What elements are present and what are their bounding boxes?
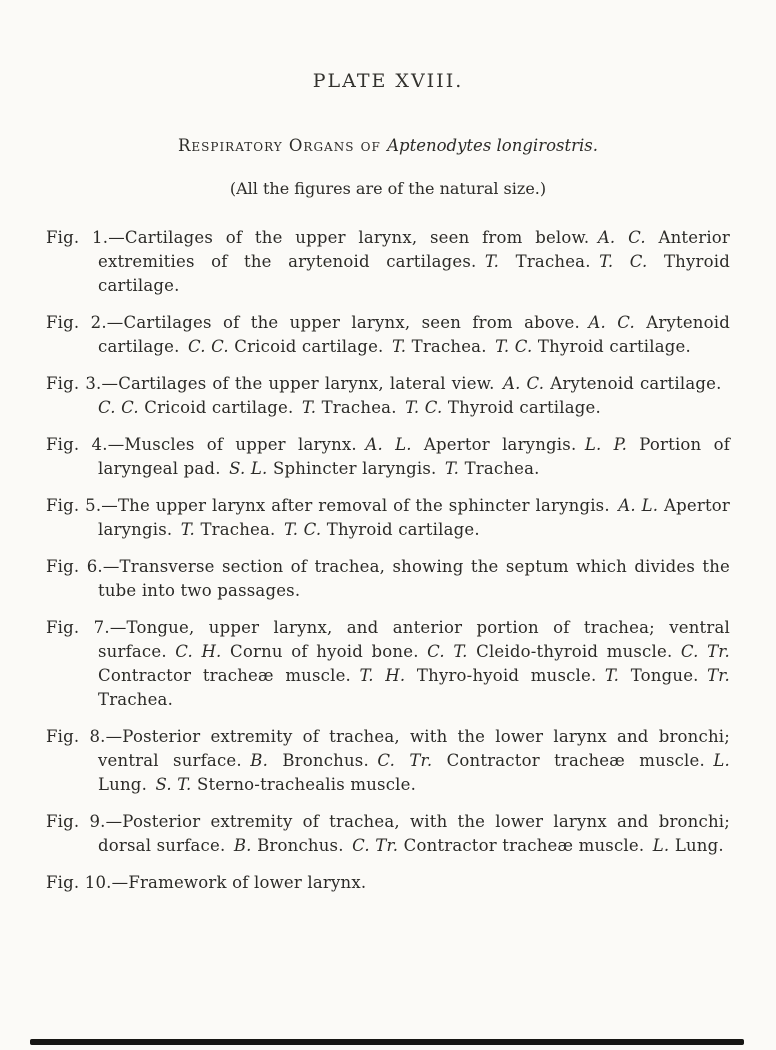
figure-label: Fig. 2. — [46, 313, 107, 332]
caption-text: Cricoid cartilage. — [138, 398, 302, 417]
page-content — [0, 70, 776, 895]
caption-text: Apertor laryngis. — [411, 435, 585, 454]
anatomy-abbreviation: T. — [301, 398, 317, 417]
plate-title: PLATE XVIII. — [312, 70, 464, 92]
caption-text: Arytenoid cartilage. — [544, 374, 730, 393]
caption-text: Trachea. — [499, 252, 600, 271]
figure-label: Fig. 5. — [46, 496, 102, 515]
figure-caption — [98, 557, 730, 600]
caption-text: Lung. — [669, 836, 724, 855]
caption-text: —The upper larynx after removal of the sphincter laryngis. — [101, 496, 619, 515]
figure-entry-7 — [46, 616, 730, 712]
caption-text: Contractor tracheæ muscle. — [398, 836, 653, 855]
anatomy-abbreviation: T. C. — [495, 337, 533, 356]
subtitle-text: Respiratory Organs of — [177, 136, 388, 155]
caption-text: Cricoid cartilage. — [228, 337, 392, 356]
anatomy-abbreviation: S. L. — [229, 459, 268, 478]
caption-text: Trachea. — [98, 690, 174, 709]
figure-entry-4 — [46, 433, 730, 481]
anatomy-abbreviation: C. Tr. — [377, 751, 433, 770]
caption-text: —Transverse section of trachea, showing the septum which divides the tube into two passages. — [98, 557, 730, 600]
caption-text: Portion of laryngeal pad. — [98, 435, 731, 478]
caption-text: Thyroid cartilage. — [321, 520, 480, 539]
caption-text: Bronchus. — [268, 751, 378, 770]
caption-text: Trachea. — [406, 337, 496, 356]
figure-caption — [98, 812, 730, 855]
caption-text: —Posterior extremity of trachea, with the lower larynx and bronchi; ventral surface. — [98, 727, 731, 770]
subtitle — [46, 136, 730, 155]
figure-label: Fig. 10. — [46, 873, 112, 892]
figure-entry-6 — [46, 555, 730, 603]
figure-caption — [112, 873, 367, 892]
caption-text: Cleido-thyroid muscle. — [467, 642, 681, 661]
anatomy-abbreviation: C. C. — [98, 398, 139, 417]
figure-caption — [98, 496, 730, 539]
caption-text: Sterno-trachealis muscle. — [191, 775, 417, 794]
caption-text: —Cartilages of the upper larynx, seen from above. — [106, 313, 589, 332]
anatomy-abbreviation: C. C. — [188, 337, 229, 356]
anatomy-abbreviation: C. Tr. — [352, 836, 399, 855]
figure-label: Fig. 3. — [46, 374, 102, 393]
figure-entry-5 — [46, 494, 730, 542]
anatomy-abbreviation: B. — [233, 836, 252, 855]
caption-text: Sphincter laryngis. — [267, 459, 445, 478]
caption-text: —Posterior extremity of trachea, with the lower larynx and bronchi; dorsal surface. — [98, 812, 731, 855]
anatomy-abbreviation: T. — [604, 666, 620, 685]
caption-text: Apertor laryngis. — [98, 496, 731, 539]
anatomy-abbreviation: S. T. — [155, 775, 192, 794]
anatomy-abbreviation: C. H. — [175, 642, 222, 661]
figure-list — [46, 226, 730, 895]
species-name: Aptenodytes longirostris. — [387, 136, 599, 155]
anatomy-abbreviation: L. P. — [584, 435, 628, 454]
caption-text: Anterior extremities of the arytenoid cartilages. — [98, 228, 731, 271]
anatomy-abbreviation: C. Tr. — [680, 642, 730, 661]
anatomy-abbreviation: T. — [484, 252, 500, 271]
caption-text: —Cartilages of the upper larynx, seen from below. — [108, 228, 598, 247]
caption-text: Contractor tracheæ muscle. — [432, 751, 714, 770]
caption-text: —Framework of lower larynx. — [111, 873, 367, 892]
anatomy-abbreviation: T. H. — [359, 666, 406, 685]
caption-text: Arytenoid cartilage. — [98, 313, 730, 356]
figure-label: Fig. 8. — [46, 727, 106, 746]
figure-entry-9 — [46, 810, 730, 858]
caption-text: Thyroid cartilage. — [532, 337, 691, 356]
anatomy-abbreviation: T. C. — [405, 398, 443, 417]
anatomy-abbreviation: A. L. — [365, 435, 412, 454]
figure-caption — [98, 727, 730, 794]
figure-label: Fig. 1. — [46, 228, 109, 247]
figure-caption — [98, 618, 730, 709]
figure-caption — [98, 374, 730, 417]
anatomy-abbreviation: A. C. — [597, 228, 646, 247]
caption-text: Trachea. — [195, 520, 284, 539]
figure-caption — [98, 228, 730, 295]
caption-text: Trachea. — [316, 398, 406, 417]
figure-caption — [98, 313, 730, 356]
figure-label: Fig. 7. — [46, 618, 110, 637]
caption-text: Trachea. — [459, 459, 540, 478]
scan-edge-artifact — [30, 1039, 744, 1045]
figure-entry-3 — [46, 372, 730, 420]
caption-text: Lung. — [98, 775, 156, 794]
anatomy-abbreviation: T. — [180, 520, 195, 539]
anatomy-abbreviation: T. — [391, 337, 407, 356]
caption-text: Contractor tracheæ muscle. — [98, 666, 360, 685]
anatomy-abbreviation: C. T. — [427, 642, 468, 661]
anatomy-abbreviation: T. C. — [599, 252, 648, 271]
figure-label: Fig. 9. — [46, 812, 106, 831]
caption-text: Tongue. — [619, 666, 708, 685]
figure-label: Fig. 4. — [46, 435, 108, 454]
caption-text: Cornu of hyoid bone. — [221, 642, 428, 661]
caption-text: —Cartilages of the upper larynx, lateral view. — [101, 374, 503, 393]
anatomy-abbreviation: Tr. — [707, 666, 731, 685]
anatomy-abbreviation: A. L. — [618, 496, 659, 515]
natural-size-note: (All the figures are of the natural size.) — [229, 179, 547, 198]
caption-text: Thyro-hyoid muscle. — [405, 666, 605, 685]
anatomy-abbreviation: T. C. — [283, 520, 322, 539]
caption-text: —Muscles of upper larynx. — [107, 435, 366, 454]
anatomy-abbreviation: L. — [652, 836, 670, 855]
anatomy-abbreviation: B. — [250, 751, 269, 770]
anatomy-abbreviation: A. C. — [588, 313, 635, 332]
figure-entry-1 — [46, 226, 730, 298]
caption-text: Thyroid cartilage. — [98, 252, 730, 295]
figure-label: Fig. 6. — [46, 557, 103, 576]
anatomy-abbreviation: L. — [713, 751, 730, 770]
caption-text: —Tongue, upper larynx, and anterior portion of trachea; ventral surface. — [98, 618, 730, 661]
figure-caption — [98, 435, 730, 478]
caption-text: Thyroid cartilage. — [442, 398, 601, 417]
caption-text: Bronchus. — [251, 836, 353, 855]
figure-entry-2 — [46, 311, 730, 359]
anatomy-abbreviation: A. C. — [502, 374, 545, 393]
figure-entry-8 — [46, 725, 730, 797]
figure-entry-10 — [46, 871, 730, 895]
anatomy-abbreviation: T. — [444, 459, 460, 478]
